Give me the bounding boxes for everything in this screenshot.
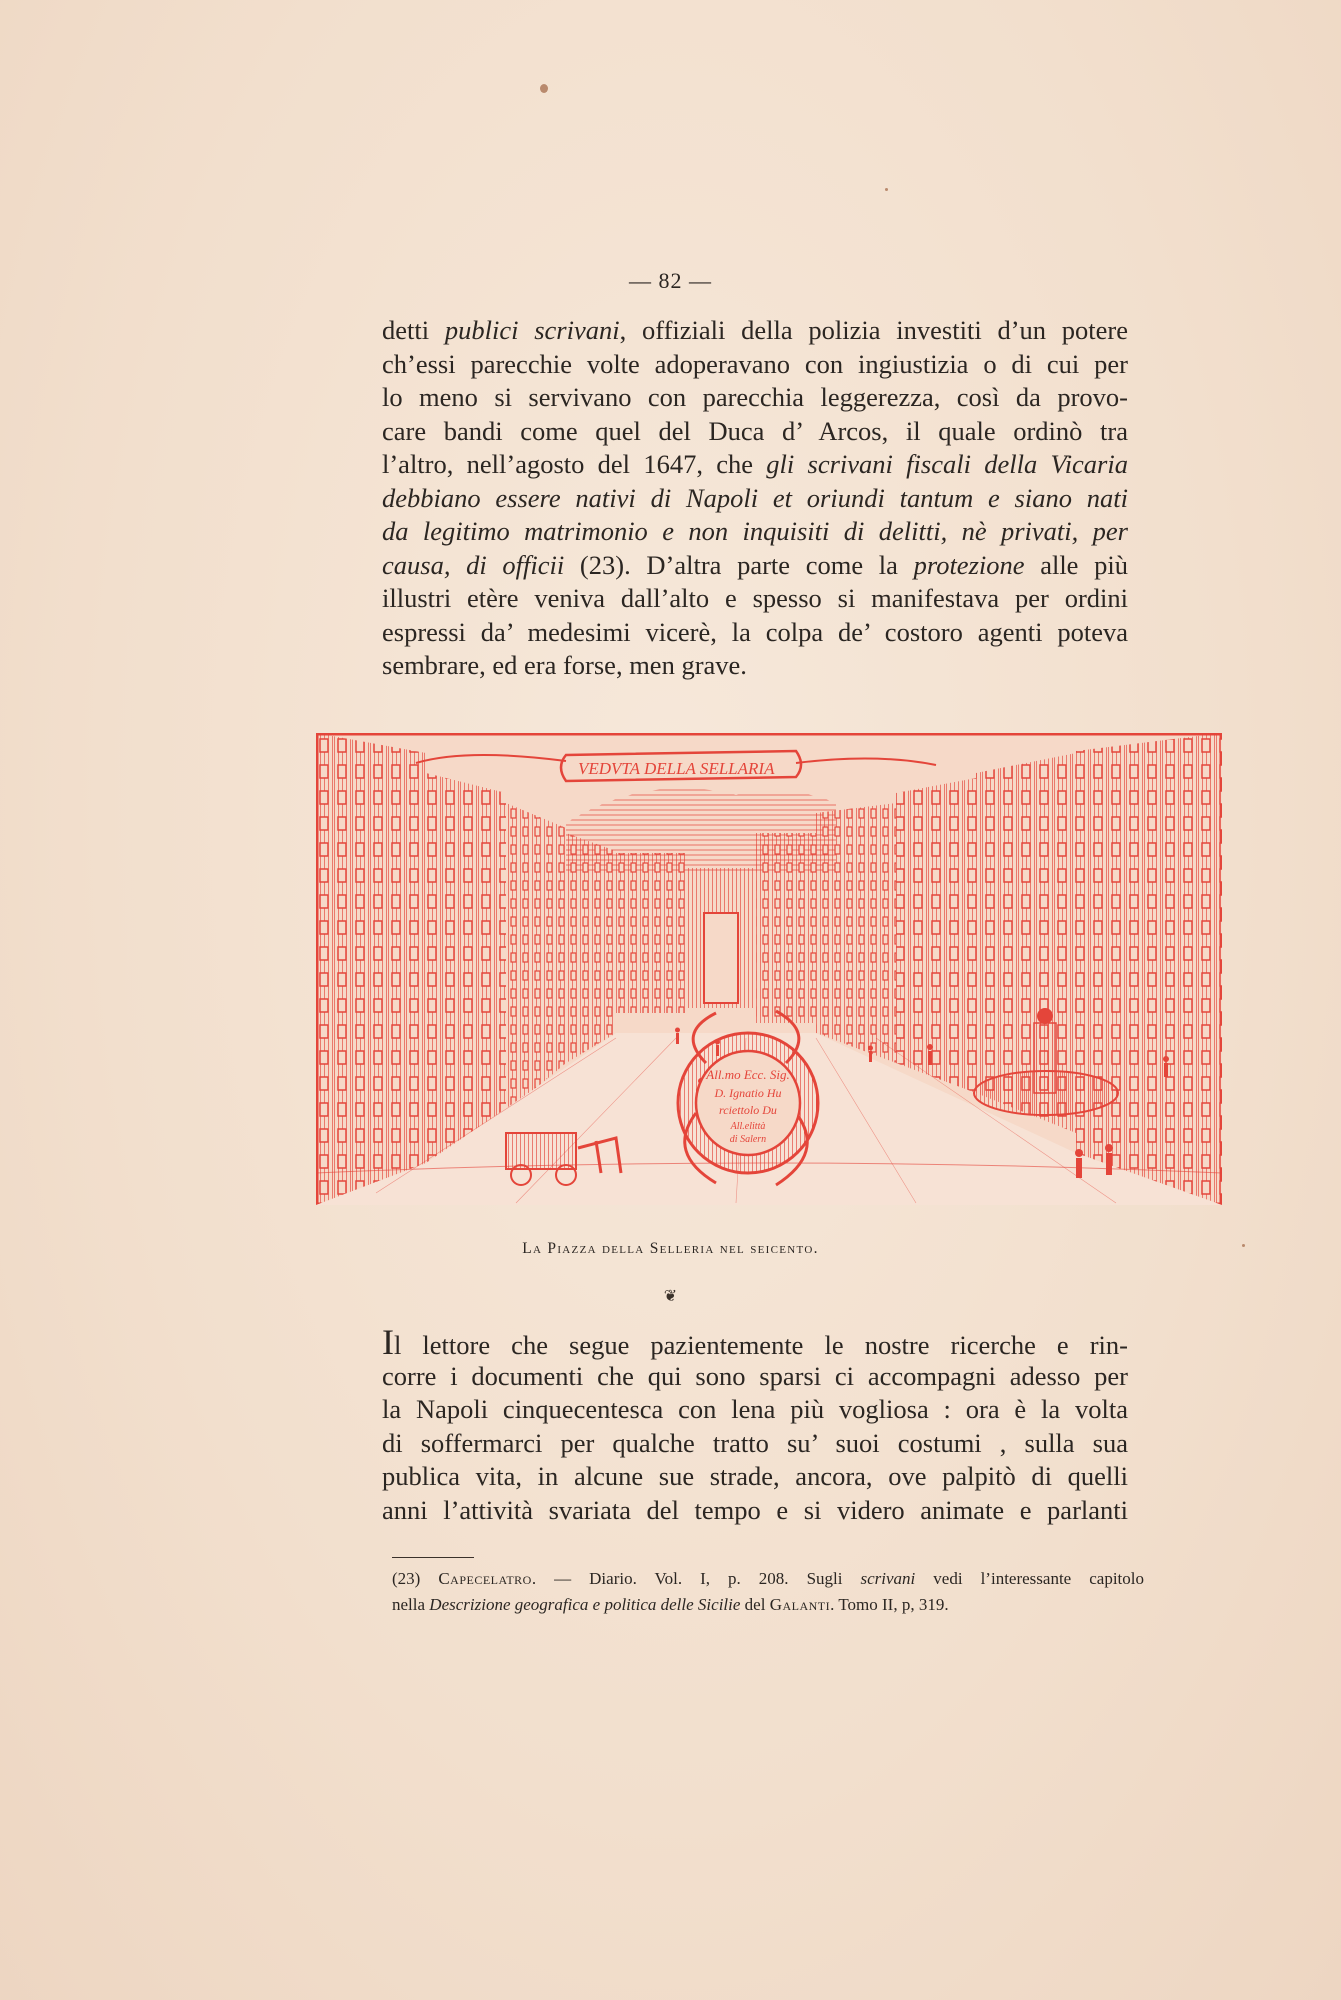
text-run: . Tomo II, p, 319. (830, 1595, 949, 1614)
text-line (382, 549, 1128, 583)
text-line (382, 482, 1128, 516)
italic-run: publici scrivani (444, 315, 620, 345)
text-line: anni l’attività svariata del tempo e si videro animate e parlanti (382, 1494, 1128, 1525)
footnote-rule (392, 1557, 474, 1558)
cartouche-line: All.mo Ecc. Sig. (706, 1067, 790, 1082)
text-run: nella (392, 1595, 430, 1614)
text-run: alle più (1024, 549, 1128, 580)
text-run: l’altro, nell’agosto del 1647, che (382, 449, 767, 479)
text-line: illustri etère veniva dall’alto e spesso si manifestava per ordini (382, 583, 1128, 613)
text-run: del (740, 1595, 770, 1614)
text-line (382, 515, 1128, 549)
italic-run: causa, di officii (382, 549, 565, 580)
text-line: lo meno si servivano con parecchia leggerezza, così da provo- (382, 382, 1128, 412)
page-number: — 82 — (629, 268, 712, 293)
italic-run: da legitimo matrimonio e non inquisiti di delitti, nè privati, per (382, 516, 1128, 546)
text-run: vedi l’interessante capitolo (915, 1569, 1144, 1588)
text-run: l lettore che segue pazientemente le nostre ricerche e rin- (394, 1330, 1128, 1360)
paper-speck (540, 84, 548, 93)
figure-caption: La Piazza della Selleria nel seicento. (522, 1240, 819, 1257)
paragraph-2 (382, 1322, 1128, 1527)
text-line: publica vita, in alcune sue strade, ancora, ove palpitò di quelli (382, 1461, 1128, 1491)
italic-run: gli scrivani fiscali della Vicaria (766, 449, 1128, 479)
text-run: detti (382, 315, 445, 345)
text-line: espressi da’ medesimi vicerè, la colpa de’ costoro agenti poteva (382, 616, 1128, 647)
text-line: sembrare, ed era forse, men grave. (382, 650, 747, 680)
italic-run: Descrizione geografica e politica delle Sicilie (429, 1595, 741, 1614)
text-line: la Napoli cinquecentesca con lena più vogliosa : ora è la volta (382, 1394, 1128, 1424)
paragraph-1 (382, 314, 1128, 683)
text-line (382, 448, 1128, 482)
footnote-line (392, 1592, 1144, 1618)
author-name: Capecelatro (438, 1569, 532, 1588)
cartouche-line: di Salern (729, 1134, 767, 1145)
fleuron-ornament-icon: ❦ (663, 1286, 678, 1305)
cartouche-line: rciettolo Du (719, 1103, 777, 1117)
footnote (392, 1566, 1144, 1618)
italic-run: scrivani (860, 1569, 916, 1588)
text-line: ch’essi parecchie volte adoperavano con ingiustizia o di cui per (382, 348, 1128, 379)
engraving-figure (316, 733, 1222, 1205)
footnote-number: (23) (392, 1569, 439, 1588)
piazza-engraving-illustration (316, 733, 1222, 1205)
footnote-line (392, 1566, 1144, 1592)
text-line (382, 314, 1128, 348)
cartouche-line: All.elittà (730, 1121, 766, 1132)
italic-run: protezione (913, 549, 1025, 580)
text-run: , offiziali della polizia investiti d’un potere (619, 315, 1128, 345)
banner-inscription: VEDVTA DELLA SELLARIA (578, 759, 775, 778)
text-line (382, 1322, 1128, 1362)
italic-run: debbiano essere nativi di Napoli et oriundi tantum e siano nati (382, 482, 1128, 513)
text-line: care bandi come quel del Duca d’ Arcos, il quale ordinò tra (382, 415, 1128, 446)
text-line: corre i documenti che qui sono sparsi ci accompagni adesso per (382, 1360, 1128, 1391)
paper-speck (885, 188, 888, 191)
text-line: di soffermarci per qualche tratto su’ suoi costumi , sulla sua (382, 1427, 1128, 1458)
initial-letter: I (382, 1322, 394, 1362)
text-run: (23). D’altra parte come la (564, 549, 914, 580)
cartouche-line: D. Ignatio Hu (714, 1086, 782, 1100)
text-run: . — Diario. Vol. I, p. 208. Sugli (531, 1569, 861, 1588)
author-name: Galanti (769, 1595, 831, 1614)
